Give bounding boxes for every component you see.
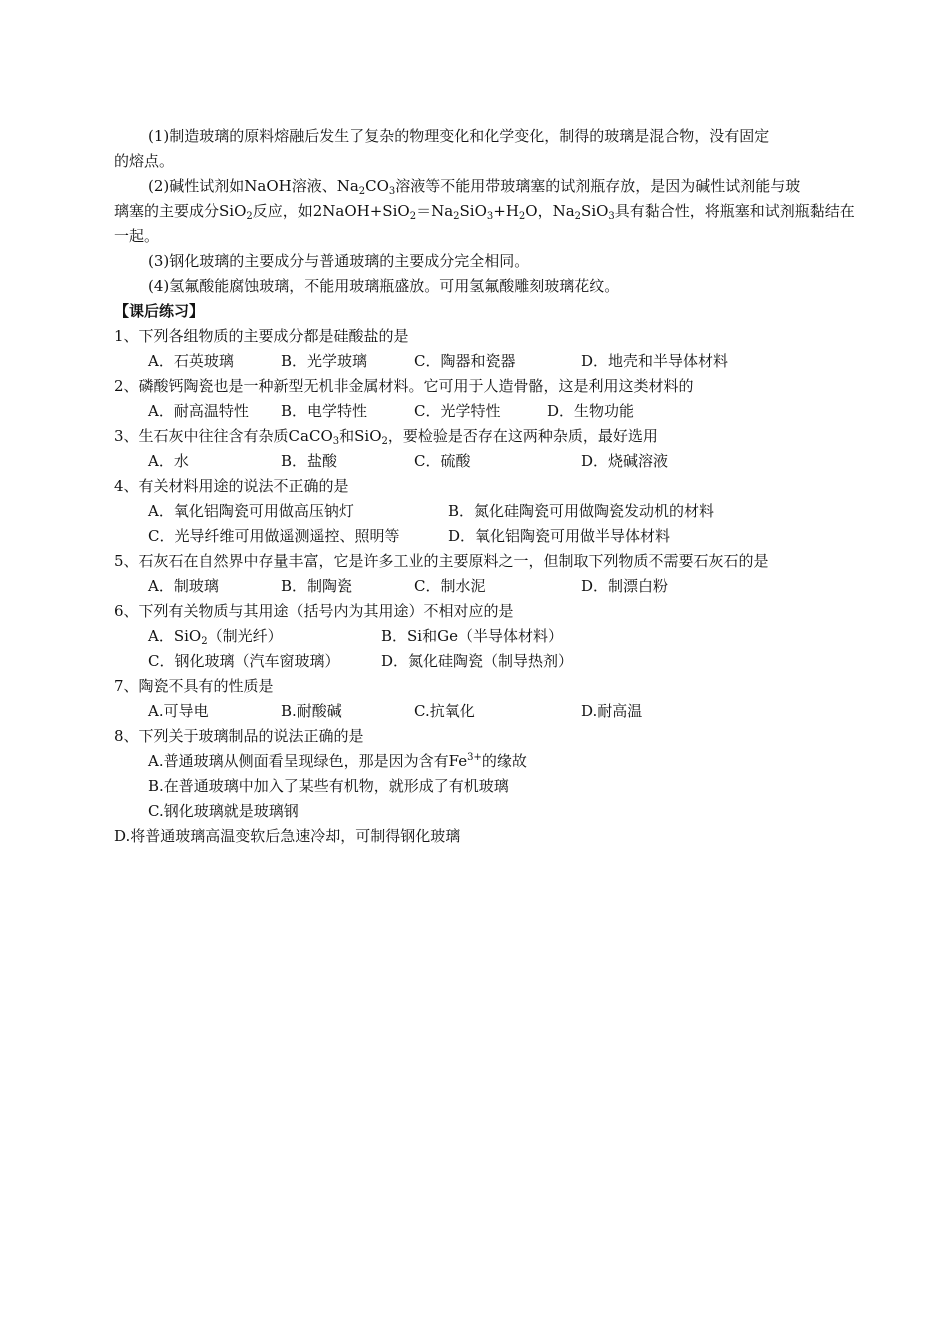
option-a: A．制玻璃 (148, 577, 219, 595)
option-c: C.抗氧化 (414, 702, 475, 720)
question-2-stem: 2、磷酸钙陶瓷也是一种新型无机非金属材料。它可用于人造骨骼，这是利用这类材料的 (114, 377, 694, 395)
note-2-line-1: (2)碱性试剂如NaOH溶液、$Na_2CO_3$溶液等不能用带玻璃塞的试剂瓶存放，是因为碱性试剂能与玻 (148, 177, 801, 197)
option-d: D．生物功能 (547, 402, 635, 420)
option-d: D．地壳和半导体材料 (581, 352, 729, 370)
note-4: (4)氢氟酸能腐蚀玻璃，不能用玻璃瓶盛放。可用氢氟酸雕刻玻璃花纹。 (148, 277, 620, 295)
section-heading: 【课后练习】 (114, 302, 205, 320)
option-c: C．硫酸 (414, 452, 471, 470)
note-1-line-2: 的熔点。 (114, 152, 175, 170)
option-a: A．SiO$_2$（制光纤） (148, 627, 283, 647)
note-1-line-1: (1)制造玻璃的原料熔融后发生了复杂的物理变化和化学变化，制得的玻璃是混合物，没有固定 (148, 127, 770, 145)
option-b: B.耐酸碱 (281, 702, 342, 720)
question-8-option-c: C.钢化玻璃就是玻璃钢 (148, 802, 299, 820)
question-8-option-d: D.将普通玻璃高温变软后急速冷却，可制得钢化玻璃 (114, 827, 461, 845)
option-a: A．耐高温特性 (148, 402, 249, 420)
option-b: B．制陶瓷 (281, 577, 353, 595)
option-c: C．光导纤维可用做遥测遥控、照明等 (148, 527, 400, 545)
option-a: A．水 (148, 452, 189, 470)
question-1-stem: 1、下列各组物质的主要成分都是硅酸盐的是 (114, 327, 409, 345)
option-a: A．氧化铝陶瓷可用做高压钠灯 (148, 502, 354, 520)
question-7-stem: 7、陶瓷不具有的性质是 (114, 677, 274, 695)
option-a: A．石英玻璃 (148, 352, 234, 370)
question-8-stem: 8、下列关于玻璃制品的说法正确的是 (114, 727, 364, 745)
option-c: C．钢化玻璃（汽车窗玻璃） (148, 652, 340, 670)
option-b: B．氮化硅陶瓷可用做陶瓷发动机的材料 (448, 502, 715, 520)
option-d: D．氮化硅陶瓷（制导热剂） (381, 652, 574, 670)
option-d: D．氧化铝陶瓷可用做半导体材料 (448, 527, 671, 545)
option-c: C．制水泥 (414, 577, 486, 595)
note-2-line-2: 璃塞的主要成分SiO$_2$反应，如$2NaOH+SiO_2=Na_2SiO_3+H_2O$，$Na_2SiO_3$具有黏合性，将瓶塞和试剂瓶黏结在 (114, 202, 855, 222)
option-b: B．电学特性 (281, 402, 368, 420)
option-b: B．光学玻璃 (281, 352, 368, 370)
question-8-option-a: A.普通玻璃从侧面看呈现绿色，那是因为含有$Fe^{3+}$的缘故 (148, 752, 527, 770)
note-3: (3)钢化玻璃的主要成分与普通玻璃的主要成分完全相同。 (148, 252, 530, 270)
question-6-stem: 6、下列有关物质与其用途（括号内为其用途）不相对应的是 (114, 602, 514, 620)
note-2-line-3: 一起。 (114, 227, 160, 245)
option-c: C．光学特性 (414, 402, 501, 420)
option-b: B．盐酸 (281, 452, 338, 470)
question-3-stem: 3、生石灰中往往含有杂质CaCO$_3$和SiO$_2$，要检验是否存在这两种杂质，最好选用 (114, 427, 658, 447)
option-b: B．Si和Ge（半导体材料） (381, 627, 563, 645)
question-4-stem: 4、有关材料用途的说法不正确的是 (114, 477, 349, 495)
option-c: C．陶器和瓷器 (414, 352, 516, 370)
question-8-option-b: B.在普通玻璃中加入了某些有机物，就形成了有机玻璃 (148, 777, 509, 795)
option-d: D.耐高温 (581, 702, 643, 720)
option-d: D．烧碱溶液 (581, 452, 669, 470)
question-5-stem: 5、石灰石在自然界中存量丰富，它是许多工业的主要原料之一，但制取下列物质不需要石灰石的是 (114, 552, 769, 570)
option-d: D．制漂白粉 (581, 577, 669, 595)
option-a: A.可导电 (148, 702, 209, 720)
